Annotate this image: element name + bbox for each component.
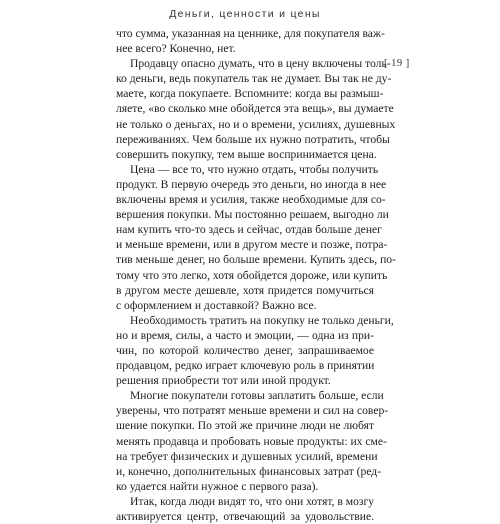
text-line: Многие покупатели готовы заплатить больше, если xyxy=(130,389,384,403)
text-line: совершить покупку, тем выше воспринимается цена. xyxy=(116,147,377,161)
text-line: и, конечно, дополнительных финансовых затрат (ред- xyxy=(116,464,382,478)
text-line: не только о деньгах, но и о времени, усилиях, душевных xyxy=(116,117,396,131)
text-line: шение покупки. По этой же причине люди не любят xyxy=(116,419,374,433)
text-line: включены время и усилия, также необходимые для со- xyxy=(116,193,386,207)
text-line: решения приобрести тот или иной продукт. xyxy=(116,374,331,388)
body-text xyxy=(116,26,396,524)
paragraph xyxy=(116,162,396,313)
text-line: продавцом, редко играет ключевую роль в принятии xyxy=(116,359,375,373)
text-line: Необходимость тратить на покупку не только деньги, xyxy=(130,313,394,327)
text-line: менять продавца и пробовать новые продукты: их сме- xyxy=(116,434,387,448)
text-line: тив меньше денег, но больше времени. Купить здесь, по- xyxy=(116,253,396,267)
text-line: ко удается найти нужное с первого раза). xyxy=(116,479,319,493)
text-line: тому что это легко, хотя обойдется дороже, или купить xyxy=(116,268,388,282)
text-line: уверены, что потратят меньше времени и сил на совер- xyxy=(116,404,389,418)
text-line: ко деньги, ведь покупатель так не думает. Вы так не ду- xyxy=(116,72,392,86)
text-line: Продавцу опасно думать, что в цену включены толь- xyxy=(130,57,391,71)
text-line: ляете, «во сколько мне обойдется эта вещь», вы думаете xyxy=(116,102,394,116)
text-line: но и время, силы, а часто и эмоции, — одна из при- xyxy=(116,328,374,342)
text-line: в другом месте дешевле, хотя придется помучиться xyxy=(116,283,374,297)
text-line: чин, по которой количество денег, запрашиваемое xyxy=(116,343,374,357)
text-line: переживаниях. Чем больше их нужно потратить, чтобы xyxy=(116,132,390,146)
text-line: нее всего? Конечно, нет. xyxy=(116,42,236,56)
text-line: активируется центр, отвечающий за удовольствие. xyxy=(116,510,374,523)
paragraph xyxy=(116,56,396,162)
paragraph xyxy=(116,313,394,388)
paragraph xyxy=(116,494,374,524)
page-number: [ 19 ] xyxy=(384,58,410,69)
text-line: маете, когда покупаете. Вспомните: когда вы размыш- xyxy=(116,87,384,101)
text-line: и меньше времени, или в другом месте и позже, потра- xyxy=(116,238,388,252)
text-line: с оформлением и доставкой? Важно все. xyxy=(116,298,317,312)
text-line: что сумма, указанная на ценнике, для покупателя важ- xyxy=(116,27,385,40)
running-head: Деньги, ценности и цены xyxy=(169,8,321,20)
paragraph xyxy=(116,388,389,494)
text-line: на требует физических и душевных усилий, времени xyxy=(116,449,378,463)
text-line: нам купить что-то здесь и сейчас, отдав больше денег xyxy=(116,223,382,237)
text-line: вершения покупки. Мы постоянно решаем, выгодно ли xyxy=(116,208,389,222)
text-line: Итак, когда люди видят то, что они хотят, в мозгу xyxy=(130,494,374,508)
text-line: продукт. В первую очередь это деньги, но иногда в нее xyxy=(116,177,387,191)
text-line: Цена — все то, что нужно отдать, чтобы получить xyxy=(130,162,379,176)
paragraph xyxy=(116,26,385,56)
